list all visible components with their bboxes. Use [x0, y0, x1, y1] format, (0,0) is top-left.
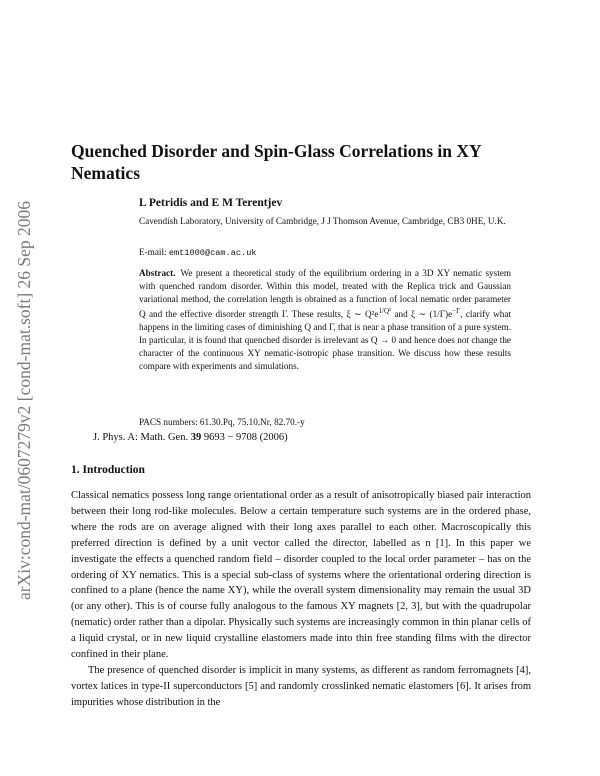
- introduction-body: [71, 488, 531, 711]
- abstract-label: Abstract.: [139, 268, 176, 278]
- journal-pages: 9693 − 9708 (2006): [203, 432, 288, 443]
- affiliation: Cavendish Laboratory, University of Cambridge, J J Thomson Avenue, Cambridge, CB3 0HE, U.K.: [139, 216, 506, 226]
- email-address[interactable]: emt1000@cam.ac.uk: [168, 248, 257, 258]
- section-heading: 1. Introduction: [71, 464, 145, 476]
- journal-name: J. Phys. A: Math. Gen.: [93, 432, 189, 443]
- authors: L Petridis and E M Terentjev: [139, 197, 283, 209]
- paragraph: The presence of quenched disorder is implicit in many systems, as different as random ferromagnets [4], vortex latices in type-II superconductors [5] and randomly crosslinked nematic elastomers [6]. It arises from impurities whose distribution in the: [71, 664, 531, 708]
- pacs-numbers: PACS numbers: 61.30.Pq, 75.10.Nr, 82.70.-y: [139, 417, 305, 427]
- abstract: [139, 267, 511, 372]
- email-label: E-mail:: [139, 247, 167, 257]
- email-line: [139, 247, 257, 258]
- paper-page: arXiv:cond-mat/0607279v2 [cond-mat.soft] 26 Sep 2006 Quenched Disorder and Spin-Glass Correlations in XY Nematics L Petridis and E M Terentjev Cavendish Laboratory, University of Cambridge, J J Thomson Avenue, Cambridge, CB3 0HE, U.K. E-mail: emt1000@cam.ac.uk Abstract. We present a theoretical study of the equilibrium ordering in a 3D XY nematic system with quenched random disorder. Within this model, treated with the Replica trick and Gaussian variational method, the correlation length is obtained as a function of local nematic order parameter Q and the effective disorder strength Γ. These results, ξ ∼ $Q^2e^{1/Q^2}$ and ξ ∼ $(1/\Gamma)e^{-\Gamma}$, clarify what happens in the limiting cases of diminishing Q and Γ, that is near a phase transition of a pure system. In particular, it is found that quenched disorder is irrelevant as Q → 0 and hence does not change the character of the continuous XY nematic-isotropic phase transition. We discuss how these results compare with experiments and simulations. PACS numbers: 61.30.Pq, 75.10.Nr, 82.70.-y J. Phys. A: Math. Gen. 39 9693 − 9708 (2006) 1. Introduction Classical nematics possess long range orientational order as a result of anisotropically biased pair interaction between their long rod-like molecules. Below a certain temperature such systems are in the ordered phase, where the rods are on average aligned with their long axes parallel to each other. Macroscopically this preferred direction is defined by a unit vector called the director, labelled as n [1]. In this paper we investigate the effects a quenched random field – disorder coupled to the local order parameter – has on the ordering of XY nematics. This is a special sub-class of systems where the orientational ordering direction is confined to a plane (hence the name XY), while the overall system dimensionality may remain the usual 3D (or any other). This is of course fully analogous to the famous XY magnets [2, 3], but with the quadrupolar (nematic) order rather than a dipolar. Physically such systems are increasingly common in thin planar cells of a liquid crystal, or in new liquid crystalline elastomers made into thin free standing films with the director confined in their plane. The presence of quenched disorder is implicit in many systems, as different as random ferromagnets [4], vortex latices in type-II superconductors [5] and randomly crosslinked nematic elastomers [6]. It arises from impurities whose distribution in the: [0, 0, 600, 776]
- paragraph: Classical nematics possess long range orientational order as a result of anisotropically biased pair interaction between their long rod-like molecules. Below a certain temperature such systems are in the ordered phase, where the rods are on average aligned with their long axes parallel to each other. Macroscopically this preferred direction is defined by a unit vector called the director, labelled as n [1]. In this paper we investigate the effects a quenched random field – disorder coupled to the local order parameter – has on the ordering of XY nematics. This is a special sub-class of systems where the orientational ordering direction is confined to a plane (hence the name XY), while the overall system dimensionality may remain the usual 3D (or any other). This is of course fully analogous to the famous XY magnets [2, 3], but with the quadrupolar (nematic) order rather than a dipolar. Physically such systems are increasingly common in thin planar cells of a liquid crystal, or in new liquid crystalline elastomers made into thin free standing films with the director confined in their plane.: [71, 490, 531, 661]
- abstract-text: We present a theoretical study of the equilibrium ordering in a 3D XY nematic system with quenched random disorder. Within this model, treated with the Replica trick and Gaussian variational method, the correlation length is obtained as a function of local nematic order parameter Q and the effective disorder strength Γ. These results, ξ ∼ $Q^2e^{1/Q^2}$ and ξ ∼ $(1/\Gamma)e^{-\Gamma}$, clarify what happens in the limiting cases of diminishing Q and Γ, that is near a phase transition of a pure system. In particular, it is found that quenched disorder is irrelevant as Q → 0 and hence does not change the character of the continuous XY nematic-isotropic phase transition. We discuss how these results compare with experiments and simulations.: [139, 268, 511, 371]
- paper-title: Quenched Disorder and Spin-Glass Correlations in XY Nematics: [71, 141, 482, 183]
- journal-volume: 39: [190, 432, 202, 443]
- journal-reference: [93, 432, 288, 443]
